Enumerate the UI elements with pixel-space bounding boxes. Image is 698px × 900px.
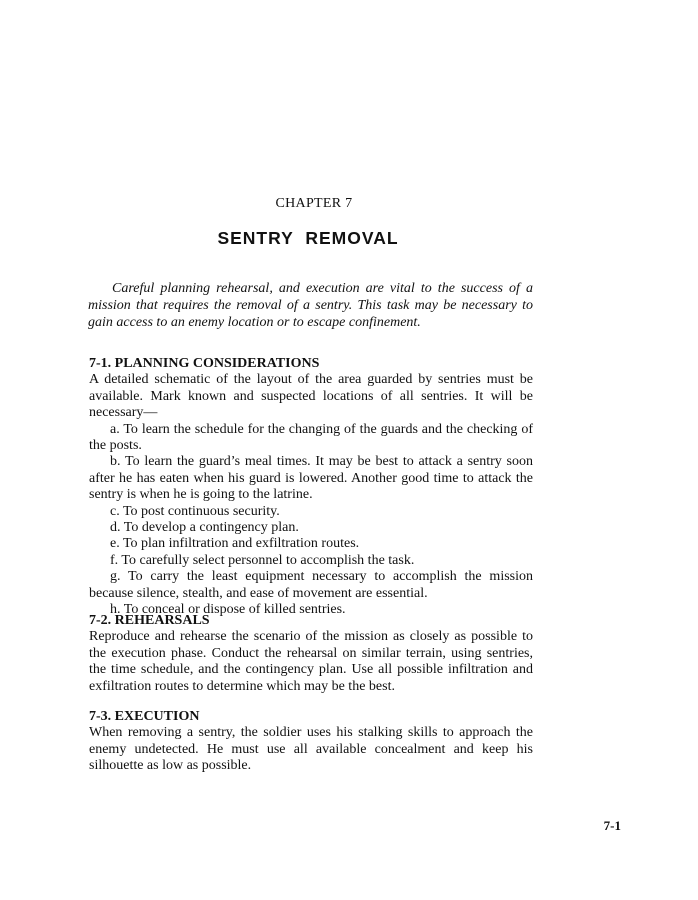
intro-block: [88, 280, 533, 331]
section-heading: 7-2. REHEARSALS: [89, 613, 210, 628]
section-rehearsals: [89, 613, 533, 695]
list-item: d. To develop a contingency plan.: [110, 520, 299, 536]
list-item: f. To carefully select personnel to accomplish the task.: [110, 552, 415, 568]
chapter-title: SENTRY REMOVAL: [217, 228, 399, 248]
section-heading: 7-1. PLANNING CONSIDERATIONS: [89, 356, 320, 371]
section-heading: 7-3. EXECUTION: [89, 709, 200, 724]
chapter-label: CHAPTER 7: [275, 196, 353, 211]
list-item: c. To post continuous security.: [110, 503, 280, 519]
list-item: h. To conceal or dispose of killed sentries.: [110, 602, 346, 618]
list-item: b. To learn the guard’s meal times. It may be best to attack a sentry soon after he has eaten when his guard is lowered. Another good time to attack the sentry is when he is going to the latrine.: [89, 454, 533, 503]
list-item: e. To plan infiltration and exfiltration routes.: [110, 536, 360, 552]
section-execution: [89, 709, 533, 775]
section-body: Reproduce and rehearse the scenario of the mission as closely as possible to the execution phase. Conduct the rehearsal on similar terrain, using sentries, the time schedule, and the contingency plan. Use all possible infiltration and exfiltration routes to determine which may be the best.: [89, 629, 533, 694]
section-body: A detailed schematic of the layout of the area guarded by sentries must be available. Mark known and suspected locations of all sentries. It will be necessary—: [89, 372, 533, 421]
list-item: a. To learn the schedule for the changing of the guards and the checking of the posts.: [89, 421, 533, 454]
page-number: 7-1: [603, 818, 621, 833]
section-body: When removing a sentry, the soldier uses his stalking skills to approach the enemy undetected. He must use all available concealment and keep his silhouette as low as possible.: [89, 725, 533, 774]
section-planning: [89, 356, 533, 619]
intro-paragraph: Careful planning rehearsal, and execution are vital to the success of a mission that requires the removal of a sentry. This task may be necessary to gain access to an enemy location or to escape confinement.: [88, 281, 533, 330]
list-item: g. To carry the least equipment necessary to accomplish the mission because silence, stealth, and ease of movement are essential.: [89, 569, 533, 601]
